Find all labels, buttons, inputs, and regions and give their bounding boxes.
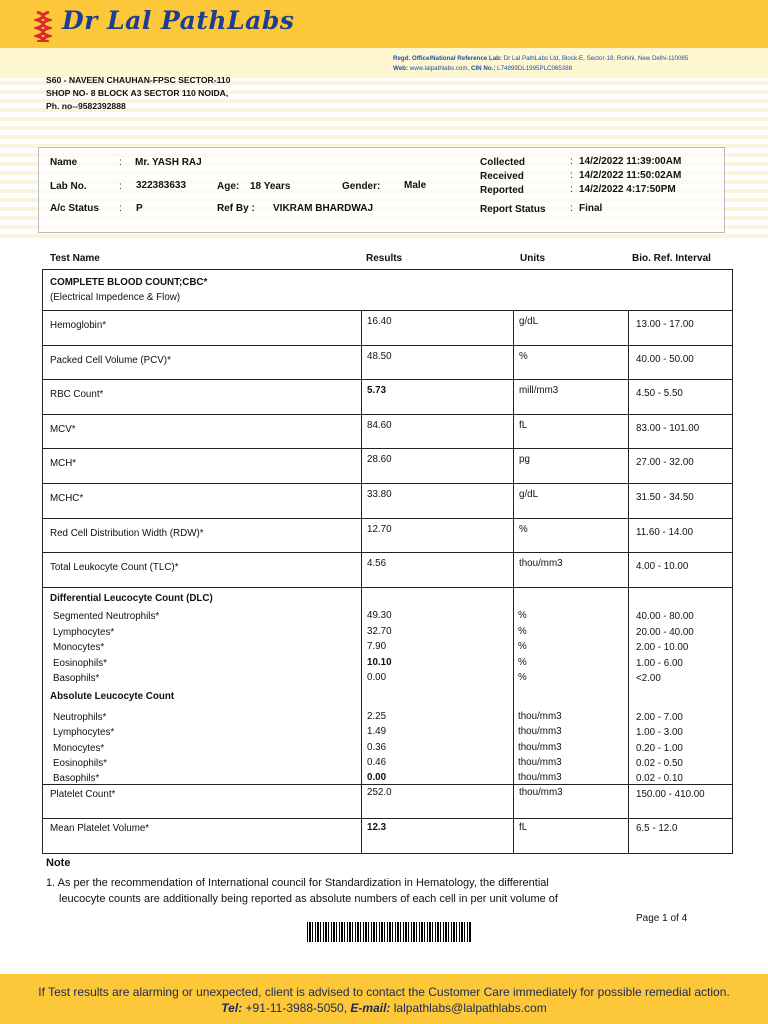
- column-divider: [513, 345, 514, 380]
- dlc-item-unit: %: [518, 672, 527, 684]
- reported-label: Reported: [480, 185, 524, 196]
- test-name: RBC Count*: [50, 389, 104, 401]
- column-divider: [361, 518, 362, 553]
- test-unit: fL: [519, 822, 528, 833]
- alc-item-ref: 1.00 - 3.00: [636, 727, 683, 739]
- divider: [42, 853, 732, 854]
- dlc-item-unit: %: [518, 610, 527, 621]
- column-divider: [361, 379, 362, 414]
- footer-advisory: If Test results are alarming or unexpected, client is advised to contact the Customer Care immediately for possible remedial action.: [38, 985, 730, 999]
- column-divider: [628, 448, 629, 483]
- panel-method: (Electrical Impedence & Flow): [50, 292, 181, 303]
- alc-item-name: Basophils*: [53, 773, 100, 785]
- gender-label: Gender:: [342, 181, 381, 192]
- test-ref-interval: 4.00 - 10.00: [636, 561, 689, 573]
- gender-value: Male: [404, 180, 427, 191]
- test-result: 12.3: [367, 822, 387, 833]
- test-ref-interval: 4.50 - 5.50: [636, 388, 683, 400]
- test-result: 252.0: [367, 787, 392, 798]
- alc-item-ref: 0.02 - 0.50: [636, 757, 683, 769]
- dlc-item-result: 0.00: [367, 672, 387, 684]
- collected-label: Collected: [480, 157, 526, 168]
- column-divider: [361, 483, 362, 518]
- test-ref-interval: 83.00 - 101.00: [636, 422, 700, 434]
- alc-item-name: Eosinophils*: [53, 757, 107, 769]
- alc-item-result: 2.25: [367, 711, 387, 722]
- test-result: 28.60: [367, 454, 392, 466]
- column-divider: [513, 379, 514, 414]
- test-name: MCHC*: [50, 493, 84, 504]
- refby-value: VIKRAM BHARDWAJ: [273, 203, 373, 214]
- email-link[interactable]: lalpathlabs@lalpathlabs.com: [393, 1001, 547, 1015]
- test-name: Platelet Count*: [50, 789, 116, 800]
- test-unit: thou/mm3: [519, 558, 563, 570]
- colon: :: [570, 170, 573, 181]
- alc-item-name: Monocytes*: [53, 742, 105, 754]
- column-divider: [628, 587, 629, 784]
- column-divider: [513, 448, 514, 483]
- column-divider: [628, 552, 629, 587]
- footer-contact: Tel: +91-11-3988-5050, E-mail: lalpathlabs@lalpathlabs.com: [221, 1001, 547, 1015]
- test-ref-interval: 11.60 - 14.00: [636, 526, 694, 538]
- received-label: Received: [480, 171, 524, 182]
- test-name: Packed Cell Volume (PCV)*: [50, 354, 171, 366]
- collection-center-address: S60 - NAVEEN CHAUHAN-FPSC SECTOR-110 SHOP NO- 8 BLOCK A3 SECTOR 110 NOIDA, Ph. no--9582392888: [46, 75, 231, 111]
- alc-item-result: 1.49: [367, 726, 387, 738]
- test-ref-interval: 31.50 - 34.50: [636, 492, 694, 503]
- column-divider: [513, 310, 514, 345]
- column-divider: [628, 345, 629, 380]
- page-number: Page 1 of 4: [636, 913, 688, 924]
- dlc-item-result: 7.90: [367, 641, 387, 653]
- dlc-item-ref: 40.00 - 80.00: [636, 611, 694, 622]
- column-divider: [628, 784, 629, 818]
- alc-item-result: 0.00: [367, 772, 387, 784]
- alc-item-ref: 0.20 - 1.00: [636, 742, 683, 754]
- dlc-item-ref: 2.00 - 10.00: [636, 642, 689, 654]
- colon: :: [119, 203, 122, 214]
- alc-item-unit: thou/mm3: [518, 756, 562, 768]
- test-name: MCH*: [50, 458, 77, 470]
- test-name: Hemoglobin*: [50, 320, 107, 331]
- test-name: MCV*: [50, 423, 76, 435]
- alc-item-ref: 2.00 - 7.00: [636, 712, 683, 723]
- dlc-item-ref: <2.00: [636, 673, 661, 685]
- alc-item-result: 0.46: [367, 756, 387, 768]
- ac-status-value: P: [136, 203, 143, 214]
- alc-item-result: 0.36: [367, 741, 387, 753]
- column-divider: [513, 784, 514, 818]
- column-divider: [513, 818, 514, 853]
- column-divider: [513, 587, 514, 784]
- dlc-item-unit: %: [518, 641, 527, 653]
- dlc-item-result: 10.10: [367, 656, 392, 668]
- dlc-item-ref: 1.00 - 6.00: [636, 657, 683, 669]
- test-unit: %: [519, 523, 528, 535]
- test-unit: mill/mm3: [519, 385, 559, 397]
- test-ref-interval: 13.00 - 17.00: [636, 319, 694, 330]
- alc-item-ref: 0.02 - 0.10: [636, 773, 683, 785]
- dlc-title: Differential Leucocyte Count (DLC): [50, 593, 213, 604]
- note-title: Note: [46, 857, 71, 869]
- col-units: Units: [520, 253, 545, 264]
- test-name: Red Cell Distribution Width (RDW)*: [50, 527, 204, 539]
- test-unit: pg: [519, 454, 530, 466]
- dlc-item-result: 32.70: [367, 625, 392, 637]
- column-divider: [628, 518, 629, 553]
- col-results: Results: [366, 253, 403, 264]
- dlc-item-name: Lymphocytes*: [53, 626, 115, 638]
- phone-link[interactable]: +91-11-3988-5050,: [245, 1001, 348, 1015]
- column-divider: [513, 483, 514, 518]
- dlc-item-ref: 20.00 - 40.00: [636, 626, 694, 638]
- test-unit: fL: [519, 419, 528, 431]
- test-result: 16.40: [367, 316, 392, 327]
- barcode-image: [307, 922, 471, 942]
- footer-bar: [0, 974, 768, 1024]
- colon: :: [119, 157, 122, 168]
- test-ref-interval: 150.00 - 410.00: [636, 789, 705, 800]
- test-result: 5.73: [367, 385, 387, 397]
- colon: :: [570, 184, 573, 195]
- test-unit: %: [519, 350, 528, 362]
- test-name: Total Leukocyte Count (TLC)*: [50, 562, 179, 574]
- header-bar: [0, 0, 768, 48]
- column-divider: [361, 587, 362, 784]
- column-divider: [361, 552, 362, 587]
- column-divider: [361, 345, 362, 380]
- test-result: 4.56: [367, 558, 387, 570]
- column-divider: [628, 310, 629, 345]
- test-ref-interval: 6.5 - 12.0: [636, 823, 678, 834]
- age-value: 18 Years: [250, 181, 291, 192]
- colon: :: [570, 203, 573, 214]
- test-result: 48.50: [367, 350, 392, 362]
- panel-title: COMPLETE BLOOD COUNT;CBC*: [50, 277, 208, 288]
- labno-label: Lab No.: [50, 181, 87, 192]
- brand-logo-text: Dr Lal PathLabs: [62, 6, 295, 35]
- column-divider: [361, 448, 362, 483]
- test-name: Mean Platelet Volume*: [50, 823, 150, 834]
- colon: :: [119, 181, 122, 192]
- dlc-item-result: 49.30: [367, 610, 392, 621]
- name-label: Name: [50, 157, 78, 168]
- column-divider: [628, 414, 629, 449]
- dlc-item-name: Monocytes*: [53, 642, 105, 654]
- test-ref-interval: 27.00 - 32.00: [636, 457, 694, 469]
- column-divider: [513, 518, 514, 553]
- test-unit: thou/mm3: [519, 787, 563, 798]
- column-divider: [628, 818, 629, 853]
- report-status-value: Final: [579, 203, 603, 214]
- alc-item-unit: thou/mm3: [518, 772, 562, 784]
- age-label: Age:: [217, 181, 240, 192]
- alc-item-unit: thou/mm3: [518, 711, 562, 722]
- dlc-item-name: Eosinophils*: [53, 657, 107, 669]
- patient-name: Mr. YASH RAJ: [135, 157, 202, 168]
- column-divider: [513, 552, 514, 587]
- alc-item-unit: thou/mm3: [518, 741, 562, 753]
- ac-status-label: A/c Status: [50, 203, 99, 214]
- col-test-name: Test Name: [50, 253, 100, 264]
- received-value: 14/2/2022 11:50:02AM: [579, 170, 682, 181]
- alc-title: Absolute Leucocyte Count: [50, 691, 175, 702]
- column-divider: [628, 379, 629, 414]
- column-divider: [513, 414, 514, 449]
- column-divider: [628, 483, 629, 518]
- dlc-item-name: Basophils*: [53, 673, 100, 685]
- test-ref-interval: 40.00 - 50.00: [636, 353, 694, 365]
- column-divider: [361, 818, 362, 853]
- test-result: 12.70: [367, 523, 392, 535]
- collected-value: 14/2/2022 11:39:00AM: [579, 156, 682, 167]
- registered-office: Regd. Office/National Reference Lab: Dr Lal PathLabs Ltd, Block-E, Sector-18, Rohini, New Delhi-110085 Web: www.lalpathlabs.com, CIN No.: L74899DL1995PLC065388: [393, 55, 689, 72]
- column-divider: [361, 310, 362, 345]
- test-unit: g/dL: [519, 316, 539, 327]
- report-status-label: Report Status: [480, 204, 546, 215]
- lab-number: 322383633: [136, 180, 187, 191]
- reported-value: 14/2/2022 4:17:50PM: [579, 184, 676, 195]
- dlc-item-unit: %: [518, 625, 527, 637]
- alc-item-name: Lymphocytes*: [53, 727, 115, 739]
- dlc-item-name: Segmented Neutrophils*: [53, 611, 160, 622]
- note-body: 1. As per the recommendation of International council for Standardization in Hematology, the differential leucocyte counts are additionally being reported as absolute numbers of each cell in per unit volume of: [46, 877, 558, 905]
- dna-logo-icon: [34, 10, 52, 42]
- test-result: 33.80: [367, 489, 392, 500]
- column-divider: [361, 784, 362, 818]
- dlc-item-unit: %: [518, 656, 527, 668]
- test-result: 84.60: [367, 419, 392, 431]
- test-unit: g/dL: [519, 489, 539, 500]
- alc-item-unit: thou/mm3: [518, 726, 562, 738]
- alc-item-name: Neutrophils*: [53, 712, 107, 723]
- column-divider: [361, 414, 362, 449]
- refby-label: Ref By :: [217, 203, 255, 214]
- colon: :: [570, 156, 573, 167]
- col-ref-interval: Bio. Ref. Interval: [632, 253, 711, 264]
